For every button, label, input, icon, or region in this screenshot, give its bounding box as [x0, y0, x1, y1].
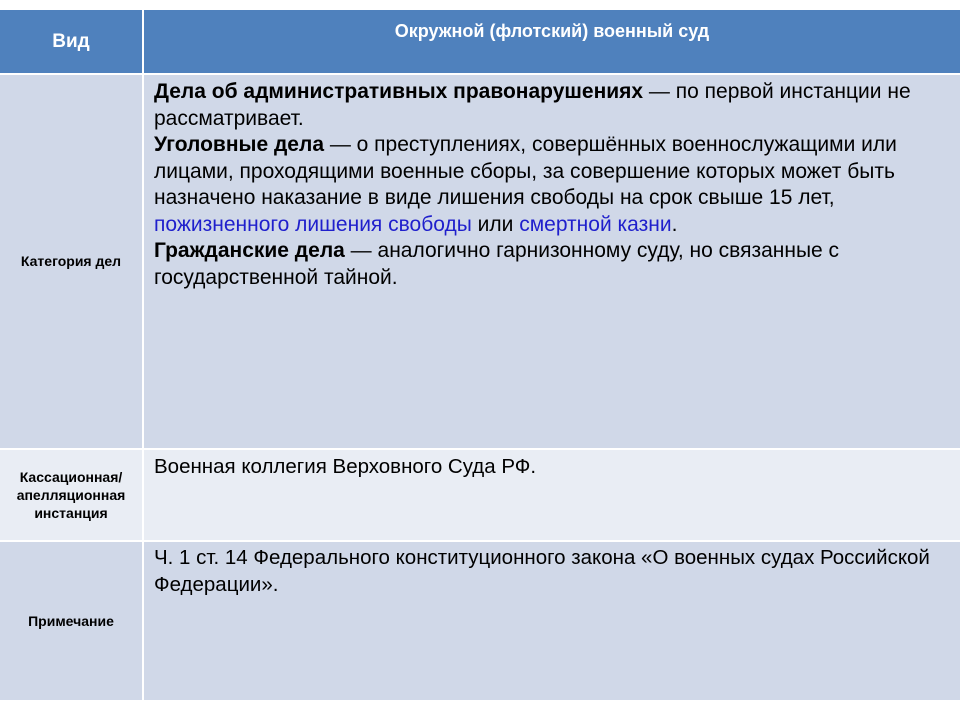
row-content-note: [144, 542, 960, 700]
courts-table: [0, 10, 960, 700]
table-row-note: [0, 542, 960, 700]
period-text: .: [671, 212, 678, 236]
row-label-category: Категория дел: [0, 75, 142, 448]
civil-cases-title: Гражданские дела: [154, 239, 345, 262]
death-penalty-link[interactable]: смертной казни: [519, 212, 672, 236]
header-court-cell: Окружной (флотский) военный суд: [144, 10, 960, 73]
table-row-cassation: [0, 450, 960, 540]
or-text: или: [471, 212, 520, 236]
admin-cases-text: — по первой инстанции не рассматривает.: [154, 80, 911, 130]
header-type-cell: Вид: [0, 10, 142, 73]
criminal-cases-text: — о преступлениях, совершённых военнослужащими или лицами, проходящими военные сборы, за совершение которых может быть назначено наказание в виде лишения свободы на срок свыше 15 лет,: [154, 133, 897, 209]
row-label-cassation: Кассационная/ апелляционная инстанция: [0, 450, 142, 540]
table-row-category: [0, 75, 960, 448]
civil-cases-text: — аналогично гарнизонному суду, но связанные с государственной тайной.: [154, 239, 840, 289]
note-text: Ч. 1 ст. 14 Федерального конституционного закона «О военных судах Российской Федерации».: [154, 546, 930, 596]
row-content-cassation: [144, 450, 960, 540]
row-label-note: Примечание: [0, 542, 142, 700]
criminal-cases-title: Уголовные дела: [154, 133, 324, 156]
row-content-category: [144, 75, 960, 448]
category-text: [144, 75, 960, 291]
cassation-text: Военная коллегия Верховного Суда РФ.: [154, 455, 537, 478]
admin-cases-title: Дела об административных правонарушениях: [154, 80, 644, 103]
table-header-row: [0, 10, 960, 73]
life-imprisonment-link[interactable]: пожизненного лишения свободы: [154, 212, 472, 236]
